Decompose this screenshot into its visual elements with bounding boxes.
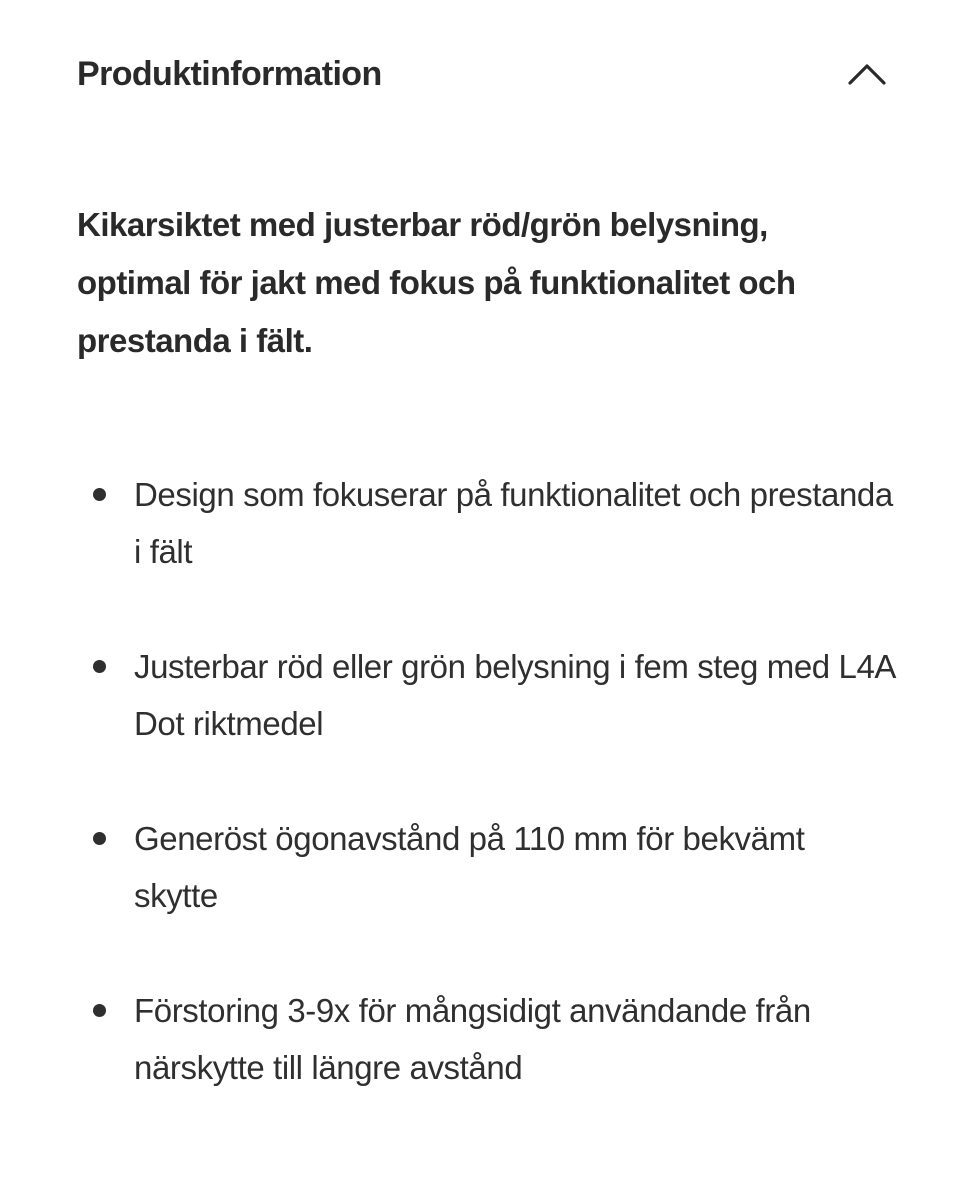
bullet-icon <box>93 488 106 501</box>
chevron-up-icon[interactable] <box>845 52 889 96</box>
product-intro: Kikarsiktet med justerbar röd/grön belysning, optimal för jakt med fokus på funktionalitet och prestanda i fält. <box>77 206 796 359</box>
feature-list-item <box>77 982 897 1096</box>
feature-text: Generöst ögonavstånd på 110 mm för bekvämt skytte <box>134 820 805 914</box>
feature-list-item <box>77 638 897 752</box>
feature-list-item <box>77 810 897 924</box>
accordion-header-produktinformation[interactable] <box>77 40 887 108</box>
feature-text: Förstoring 3-9x för mångsidigt användande från närskytte till längre avstånd <box>134 992 811 1086</box>
bullet-icon <box>93 1004 106 1017</box>
feature-list <box>77 466 897 1154</box>
bullet-icon <box>93 660 106 673</box>
feature-text: Justerbar röd eller grön belysning i fem steg med L4A Dot riktmedel <box>134 648 895 742</box>
bullet-icon <box>93 832 106 845</box>
feature-list-item <box>77 466 897 580</box>
feature-text: Design som fokuserar på funktionalitet och prestanda i fält <box>134 476 893 570</box>
accordion-title: Produktinformation <box>77 54 382 93</box>
